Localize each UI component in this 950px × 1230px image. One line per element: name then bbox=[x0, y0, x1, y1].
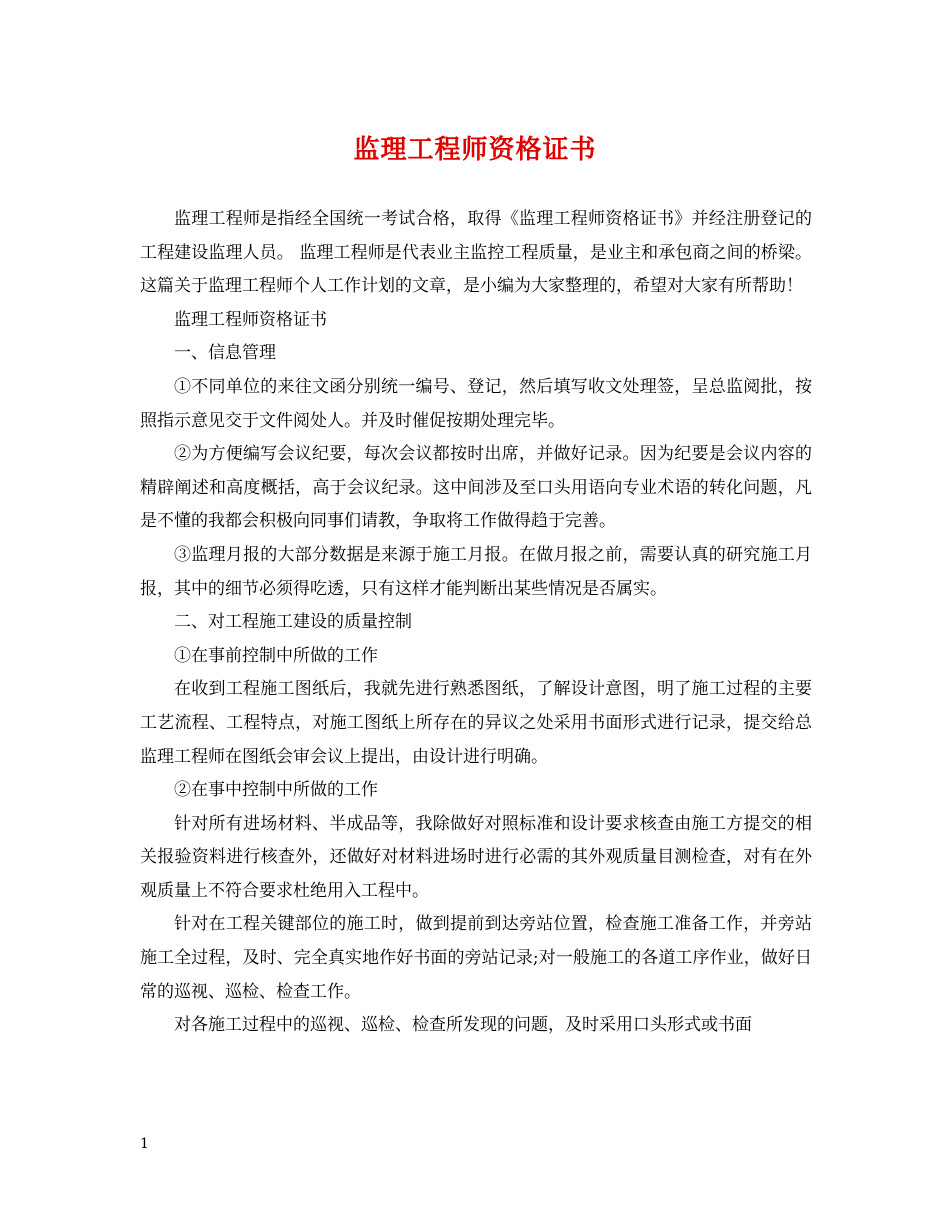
page-number: 1 bbox=[140, 1136, 149, 1152]
paragraph-intro: 监理工程师是指经全国统一考试合格，取得《监理工程师资格证书》并经注册登记的工程建设监理人员。 监理工程师是代表业主监控工程质量，是业主和承包商之间的桥梁。这篇关于监理工程师个人工作计划的文章，是小编为大家整理的，希望对大家有所帮助！ bbox=[140, 209, 812, 297]
paragraph-pre-control: 在收到工程施工图纸后，我就先进行熟悉图纸，了解设计意图，明了施工过程的主要工艺流程、工程特点，对施工图纸上所存在的异议之处采用书面形式进行记录，提交给总监理工程师在图纸会审会议上提出，由设计进行明确。 bbox=[140, 679, 812, 767]
section-heading-info-management: 一、信息管理 bbox=[174, 343, 276, 364]
paragraph-inspection: 对各施工过程中的巡视、巡检、检查所发现的问题，及时采用口头形式或书面 bbox=[174, 1015, 752, 1036]
subheading-in-process-control: ②在事中控制中所做的工作 bbox=[174, 780, 378, 801]
paragraph-item-2: ②为方便编写会议纪要，每次会议都按时出席，并做好记录。因为纪要是会议内容的精辟阐述和高度概括，高于会议纪录。这中间涉及至口头用语向专业术语的转化问题，凡是不懂的我都会积极向同事们请教，争取将工作做得趋于完善。 bbox=[140, 444, 812, 532]
paragraph-key-parts: 针对在工程关键部位的施工时，做到提前到达旁站位置，检查施工准备工作，并旁站施工全过程，及时、完全真实地作好书面的旁站记录;对一般施工的各道工序作业，做好日常的巡视、巡检、检查工作。 bbox=[140, 914, 812, 1002]
paragraph-subtitle: 监理工程师资格证书 bbox=[174, 309, 327, 330]
document-title: 监理工程师资格证书 bbox=[353, 135, 597, 165]
paragraph-materials: 针对所有进场材料、半成品等，我除做好对照标准和设计要求核查由施工方提交的相关报验资料进行核查外，还做好对材料进场时进行必需的其外观质量目测检查，对有在外观质量上不符合要求杜绝用入工程中。 bbox=[140, 813, 812, 901]
section-heading-quality-control: 二、对工程施工建设的质量控制 bbox=[174, 612, 412, 633]
document-body bbox=[140, 203, 812, 1043]
paragraph-item-1: ①不同单位的来往文函分别统一编号、登记，然后填写收文处理签，呈总监阅批，按照指示意见交于文件阅处人。并及时催促按期处理完毕。 bbox=[140, 376, 812, 431]
subheading-pre-control: ①在事前控制中所做的工作 bbox=[174, 645, 378, 666]
paragraph-item-3: ③监理月报的大部分数据是来源于施工月报。在做月报之前，需要认真的研究施工月报，其中的细节必须得吃透，只有这样才能判断出某些情况是否属实。 bbox=[140, 544, 812, 599]
